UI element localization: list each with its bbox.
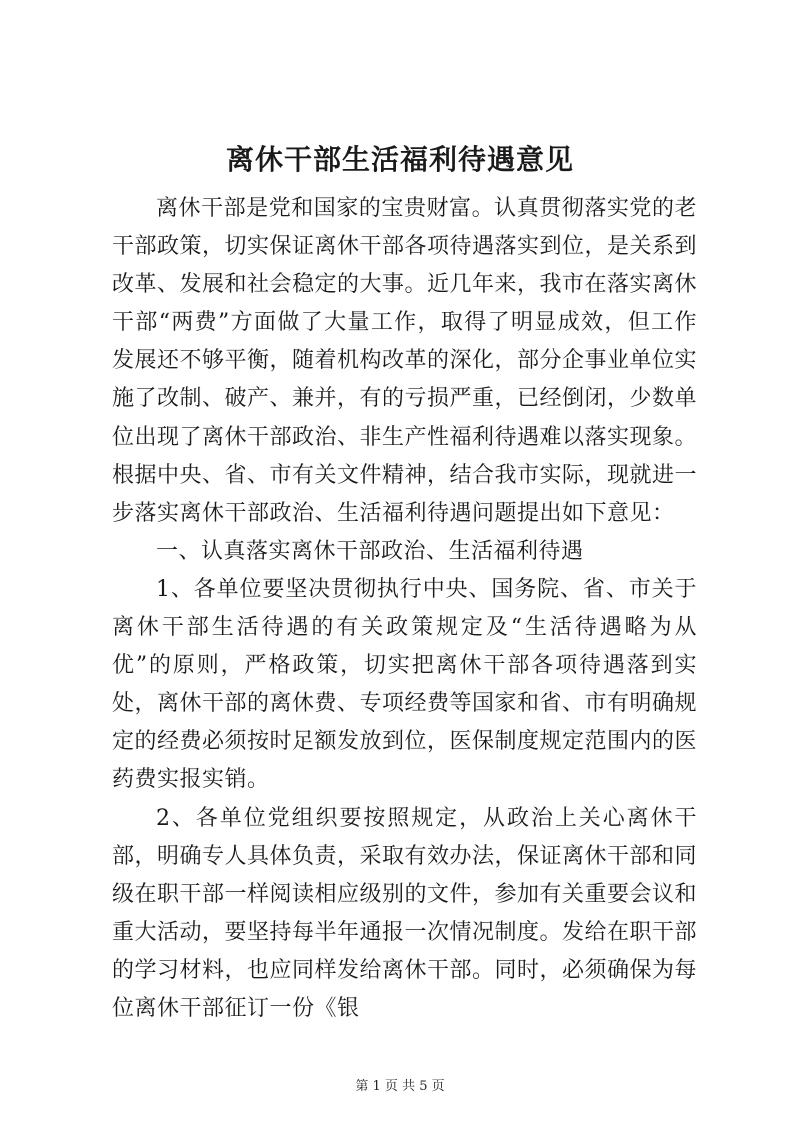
document-title: 离休干部生活福利待遇意见 [225,143,574,176]
page-footer: 第 1 页 共 5 页 [355,1079,445,1094]
section-heading-1: 一、认真落实离休干部政治、生活福利待遇 [156,538,584,564]
document-body [112,190,698,1021]
paragraph-intro: 离休干部是党和国家的宝贵财富。认真贯彻落实党的老干部政策，切实保证离休干部各项待遇落实到位，是关系到改革、发展和社会稳定的大事。近几年来，我市在落实离休干部“两费”方面做了大量工作，取得了明显成效，但工作发展还不够平衡，随着机构改革的深化，部分企事业单位实施了改制、破产、兼并，有的亏损严重，已经倒闭，少数单位出现了离休干部政治、非生产性福利待遇难以落实现象。根据中央、省、市有关文件精神，结合我市实际，现就进一步落实离休干部政治、生活福利待遇问题提出如下意见： [112,196,698,526]
paragraph-item-1: 1、各单位要坚决贯彻执行中央、国务院、省、市关于离休干部生活待遇的有关政策规定及“生活待遇略为从优”的原则，严格政策，切实把离休干部各项待遇落到实处，离休干部的离休费、专项经费等国家和省、市有明确规定的经费必须按时足额发放到位，医保制度规定范围内的医药费实报实销。 [112,576,698,793]
paragraph-item-2: 2、各单位党组织要按照规定，从政治上关心离休干部，明确专人具体负责，采取有效办法，保证离休干部和同级在职干部一样阅读相应级别的文件，参加有关重要会议和重大活动，要坚持每半年通报一次情况制度。发给在职干部的学习材料，也应同样发给离休干部。同时，必须确保为每位离休干部征订一份《银 [112,805,698,1021]
